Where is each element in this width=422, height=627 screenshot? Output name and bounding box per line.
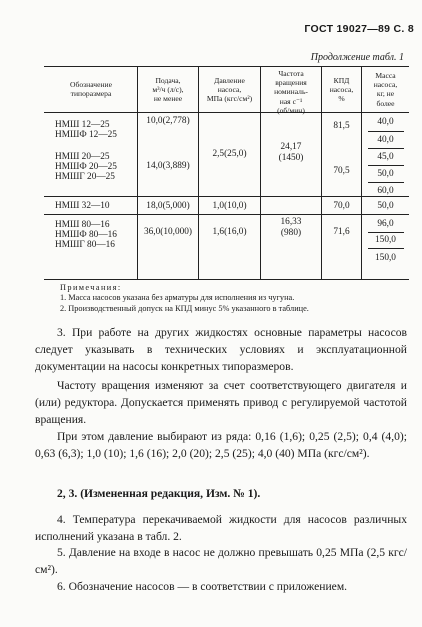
table-row-rule: [44, 214, 409, 215]
table-row-rule: [44, 196, 409, 197]
rotation-value: (980): [280, 228, 302, 238]
flow-value: 10,0(2,778): [146, 116, 190, 126]
mass-underline: [368, 232, 404, 233]
rotation-value: 16,33: [280, 217, 302, 227]
mass-value: 40,0: [377, 117, 394, 127]
pump-designation: НМШ 20—25: [55, 152, 110, 162]
column-header-rotation: Частота вращения номиналь- ная с⁻¹ (об/мин): [274, 69, 308, 115]
table-header-rule: [44, 112, 409, 113]
table-bottom-rule: [44, 279, 409, 280]
standard-header: ГОСТ 19027—89 С. 8: [304, 23, 414, 35]
rotation-value: (1450): [278, 153, 304, 163]
flow-value: 18,0(5,000): [146, 201, 190, 211]
paragraph: При этом давление выбирают из ряда: 0,16 (1,6); 0,25 (2,5); 0,4 (4,0); 0,63 (6,3); 1,0 (10); 1,6 (16); 2,0 (20); 2,5 (25); 4,0 (40) МПа (кгс/см²).: [35, 430, 407, 461]
column-header-flow: Подача, м³/ч (л/с), не менее: [152, 76, 184, 104]
pressure-value: 1,0(10,0): [212, 201, 247, 211]
pump-designation: НМШ 12—25: [55, 120, 110, 130]
efficiency-value: 70,0: [333, 201, 350, 211]
mass-value: 60,0: [377, 186, 394, 196]
pump-designation: НМШФ 80—16: [55, 230, 117, 240]
mass-value: 50,0: [377, 201, 394, 211]
mass-value: 96,0: [377, 219, 394, 229]
paragraph: 3. При работе на других жидкостях основные параметры насосов следует указывать в технических условиях и эксплуатационной документации на насосы конкретных типоразмеров.: [35, 326, 407, 374]
pump-designation: НМШФ 12—25: [55, 130, 117, 140]
efficiency-value: 70,5: [333, 166, 350, 176]
note-item: 2. Производственный допуск на КПД минус 5% указанного в таблице.: [60, 304, 309, 313]
mass-underline: [368, 148, 404, 149]
paragraph: 6. Обозначение насосов — в соответствии с приложением.: [57, 580, 348, 593]
mass-underline: [368, 131, 404, 132]
flow-value: 36,0(10,000): [143, 227, 193, 237]
amendment-note: 2, 3. (Измененная редакция, Изм. № 1).: [57, 487, 261, 500]
mass-value: 150,0: [375, 253, 396, 263]
notes-title: Примечания:: [60, 283, 122, 292]
note-item: 1. Масса насосов указана без арматуры для исполнения из чугуна.: [60, 293, 295, 302]
flow-value: 14,0(3,889): [146, 161, 190, 171]
paragraph: Частоту вращения изменяют за счет соответствующего двигателя и (или) редуктора. Допускается применять привод с регулируемой частотой вращения.: [35, 379, 407, 427]
table-top-rule: [44, 66, 409, 67]
mass-underline: [368, 182, 404, 183]
efficiency-value: 81,5: [333, 121, 350, 131]
pressure-value: 2,5(25,0): [212, 149, 247, 159]
column-header-mass: Масса насоса, кг, не более: [373, 71, 398, 108]
column-header-efficiency: КПД насоса, %: [329, 76, 354, 104]
pump-designation: НМШФ 20—25: [55, 162, 117, 172]
mass-underline: [368, 248, 404, 249]
rotation-value: 24,17: [280, 142, 302, 152]
paragraph: 4. Температура перекачиваемой жидкости для насосов различных исполнений указана в табл. 2.: [35, 513, 407, 544]
pump-parameters-table: [0, 0, 422, 290]
mass-value: 150,0: [375, 235, 396, 245]
pressure-value: 1,6(16,0): [212, 227, 247, 237]
column-header-pressure: Давление насоса, МПа (кгс/см²): [206, 76, 253, 104]
pump-designation: НМШГ 80—16: [55, 240, 115, 250]
pump-designation: НМШ 80—16: [55, 220, 110, 230]
mass-value: 40,0: [377, 135, 394, 145]
pump-designation: НМШ 32—10: [55, 201, 110, 211]
paragraph: 5. Давление на входе в насос не должно превышать 0,25 МПа (2,5 кгс/см²).: [35, 546, 407, 577]
table-continuation-label: Продолжение табл. 1: [310, 52, 404, 63]
mass-value: 45,0: [377, 152, 394, 162]
efficiency-value: 71,6: [333, 227, 350, 237]
pump-designation: НМШГ 20—25: [55, 172, 115, 182]
mass-value: 50,0: [377, 169, 394, 179]
mass-underline: [368, 165, 404, 166]
column-header-designation: Обозначение типоразмера: [70, 80, 112, 99]
